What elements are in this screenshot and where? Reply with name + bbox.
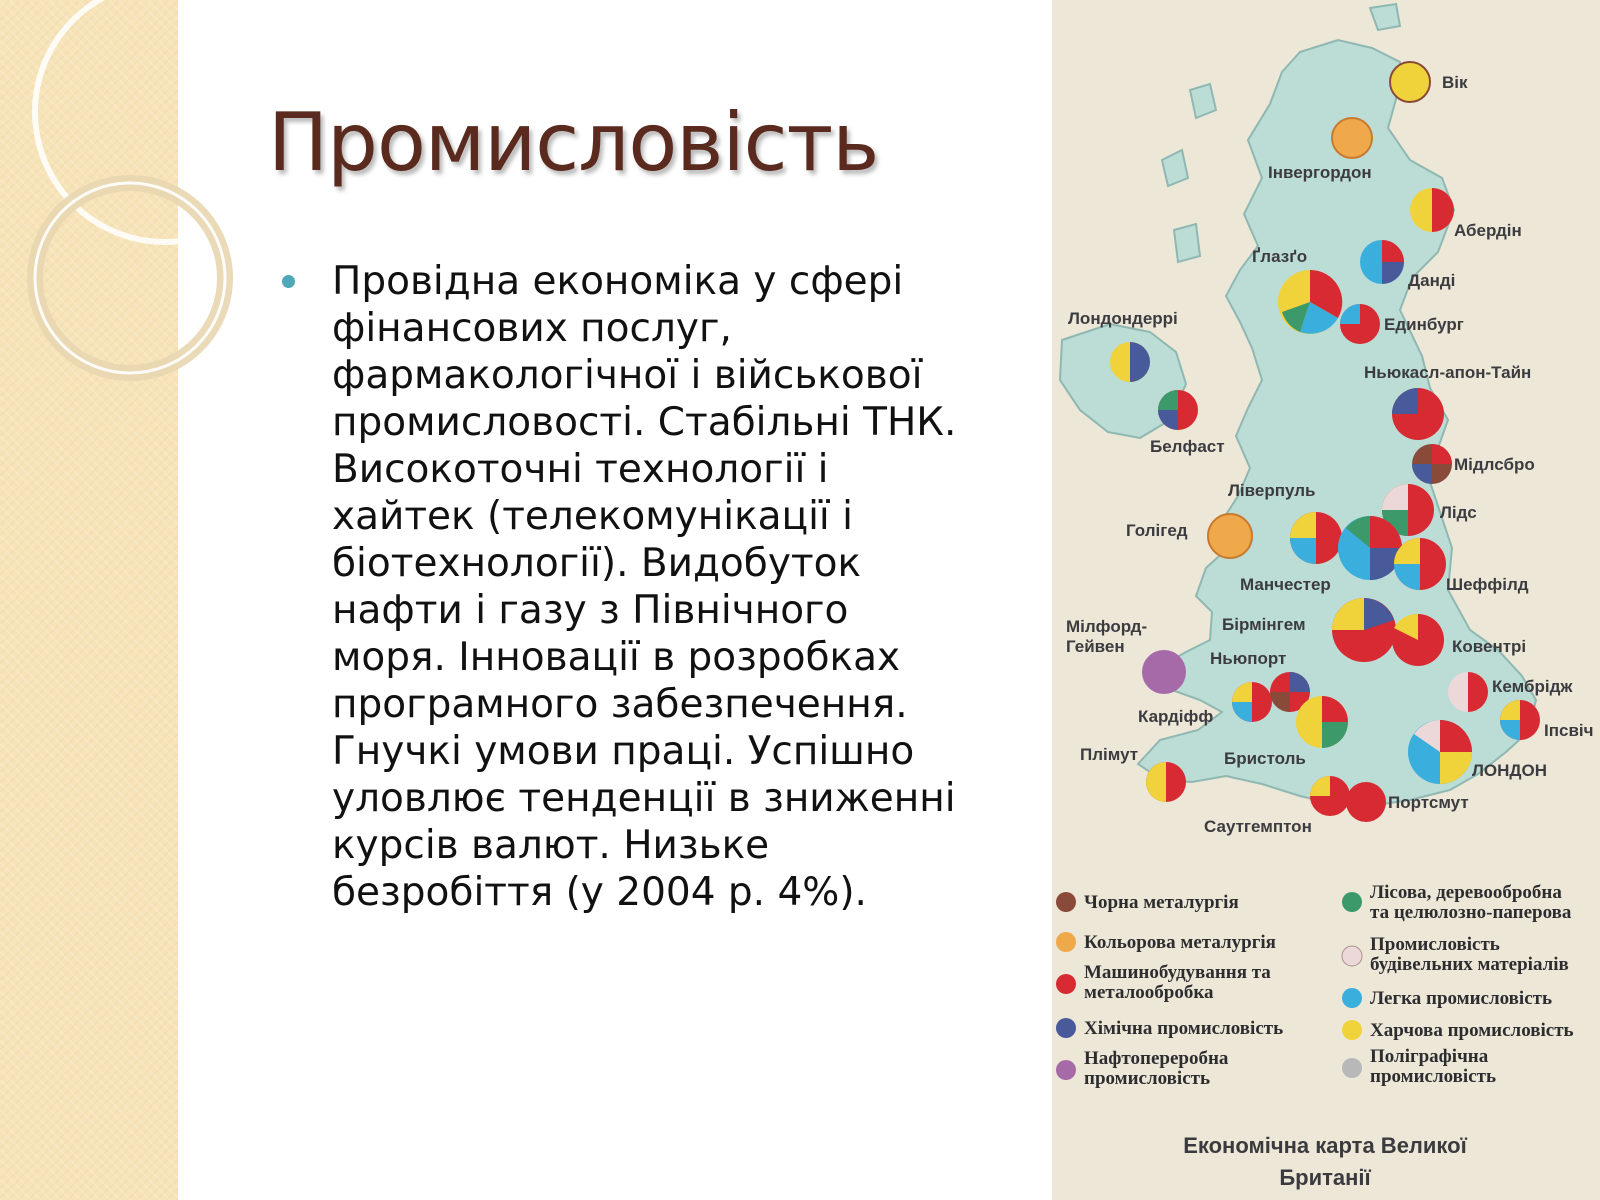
legend-item bbox=[1056, 1018, 1283, 1039]
city-label-cardiff: Кардіфф bbox=[1138, 707, 1214, 726]
city-label-birmingham: Бірмінгем bbox=[1222, 615, 1306, 634]
map-caption bbox=[1050, 1130, 1600, 1194]
city-label-invergordon: Інвергордон bbox=[1268, 163, 1372, 182]
legend-label-2: будівельних матеріалів bbox=[1370, 954, 1569, 975]
legend-label-2: металообробка bbox=[1084, 982, 1214, 1003]
city-label-dundee: Данді bbox=[1408, 271, 1456, 290]
legend-swatch bbox=[1056, 932, 1076, 952]
legend-swatch bbox=[1342, 1058, 1362, 1078]
city-label-vik: Вік bbox=[1442, 73, 1468, 92]
bullet-list bbox=[282, 258, 1002, 916]
legend-item bbox=[1342, 1046, 1496, 1087]
legend-label-2: промисловість bbox=[1370, 1066, 1497, 1087]
city-label-leeds: Лідс bbox=[1440, 503, 1477, 522]
legend-label: Легка промисловість bbox=[1370, 988, 1553, 1009]
legend-label-2: та целюлозно-паперова bbox=[1370, 902, 1572, 923]
bullet-item bbox=[282, 258, 1002, 916]
city-label-holyhead: Голігед bbox=[1126, 521, 1188, 540]
legend-swatch bbox=[1342, 1020, 1362, 1040]
city-label-sheffield: Шеффілд bbox=[1446, 575, 1529, 594]
economic-map-image bbox=[1052, 0, 1600, 1200]
legend-label: Поліграфічна bbox=[1370, 1046, 1489, 1067]
legend-label-2: промисловість bbox=[1084, 1068, 1211, 1089]
legend-label: Хімічна промисловість bbox=[1084, 1018, 1284, 1039]
map-legend bbox=[1056, 882, 1574, 1089]
city-label-coventry: Ковентрі bbox=[1452, 637, 1527, 656]
legend-label: Харчова промисловість bbox=[1370, 1020, 1574, 1041]
city-label-milford: Мілфорд- bbox=[1066, 617, 1148, 636]
legend-swatch bbox=[1056, 1060, 1076, 1080]
bullet-marker bbox=[282, 275, 295, 288]
city-label-milford-2: Гейвен bbox=[1066, 637, 1125, 656]
legend-label: Промисловість bbox=[1370, 934, 1500, 955]
city-label-newport: Ньюпорт bbox=[1210, 649, 1287, 668]
city-label-middlesbrough: Мідлсбро bbox=[1454, 455, 1535, 474]
city-label-bristol: Бристоль bbox=[1224, 749, 1306, 768]
legend-label: Машинобудування та bbox=[1084, 962, 1271, 983]
city-label-glasgow: Ґлазґо bbox=[1252, 247, 1308, 266]
city-label-portsmouth: Портсмут bbox=[1388, 793, 1469, 812]
legend-label: Нафтопереробна bbox=[1084, 1048, 1229, 1069]
city-label-belfast: Белфаст bbox=[1150, 437, 1225, 456]
legend-label: Лісова, деревообробна bbox=[1370, 882, 1562, 903]
map-caption-line-2: Британії bbox=[1279, 1165, 1371, 1190]
decorative-rings bbox=[0, 0, 260, 420]
legend-item bbox=[1056, 932, 1276, 953]
legend-item bbox=[1342, 988, 1552, 1009]
legend-item bbox=[1342, 934, 1569, 975]
legend-swatch bbox=[1342, 988, 1362, 1008]
city-label-liverpool: Ліверпуль bbox=[1228, 481, 1316, 500]
legend-label: Кольорова металургія bbox=[1084, 932, 1276, 953]
legend-item bbox=[1342, 1020, 1574, 1041]
legend-label: Чорна металургія bbox=[1084, 892, 1239, 913]
city-label-london: ЛОНДОН bbox=[1472, 761, 1548, 780]
legend-swatch bbox=[1342, 946, 1362, 966]
legend-item bbox=[1056, 1048, 1229, 1089]
map-caption-line-1: Економічна карта Великої bbox=[1183, 1133, 1467, 1158]
bullet-text: Провідна економіка у сфері фінансових послуг, фармакологічної і військової промисловості. Стабільні ТНК. Високоточні технології і хайтек (телекомунікації і біотехнології). Видобуток нафти і газу з Північного моря. Інновації в розробках програмного забезпечення. Гнучкі умови праці. Успішно уловлює тенденції в зниженні курсів валют. Низьке безробіття (у 2004 р. 4%). bbox=[332, 259, 957, 915]
map-svg bbox=[1052, 0, 1600, 1200]
legend-swatch bbox=[1056, 1018, 1076, 1038]
city-label-newcastle: Ньюкасл-апон-Тайн bbox=[1364, 363, 1532, 382]
city-label-southampton: Саутгемптон bbox=[1204, 817, 1312, 836]
legend-item bbox=[1056, 962, 1271, 1003]
legend-swatch bbox=[1056, 974, 1076, 994]
city-label-cambridge: Кембрідж bbox=[1492, 677, 1573, 696]
legend-item bbox=[1342, 882, 1572, 923]
legend-swatch bbox=[1342, 892, 1362, 912]
city-label-londonderry: Лондондеррі bbox=[1068, 309, 1178, 328]
slide-title: Промисловість bbox=[268, 96, 879, 189]
legend-swatch bbox=[1056, 892, 1076, 912]
city-label-ipswich: Іпсвіч bbox=[1544, 721, 1594, 740]
city-label-aberdeen: Абердін bbox=[1454, 221, 1522, 240]
city-label-edinburgh: Единбург bbox=[1384, 315, 1464, 334]
legend-item bbox=[1056, 892, 1239, 913]
city-label-manchester: Манчестер bbox=[1240, 575, 1331, 594]
city-label-plymouth: Плімут bbox=[1080, 745, 1139, 764]
